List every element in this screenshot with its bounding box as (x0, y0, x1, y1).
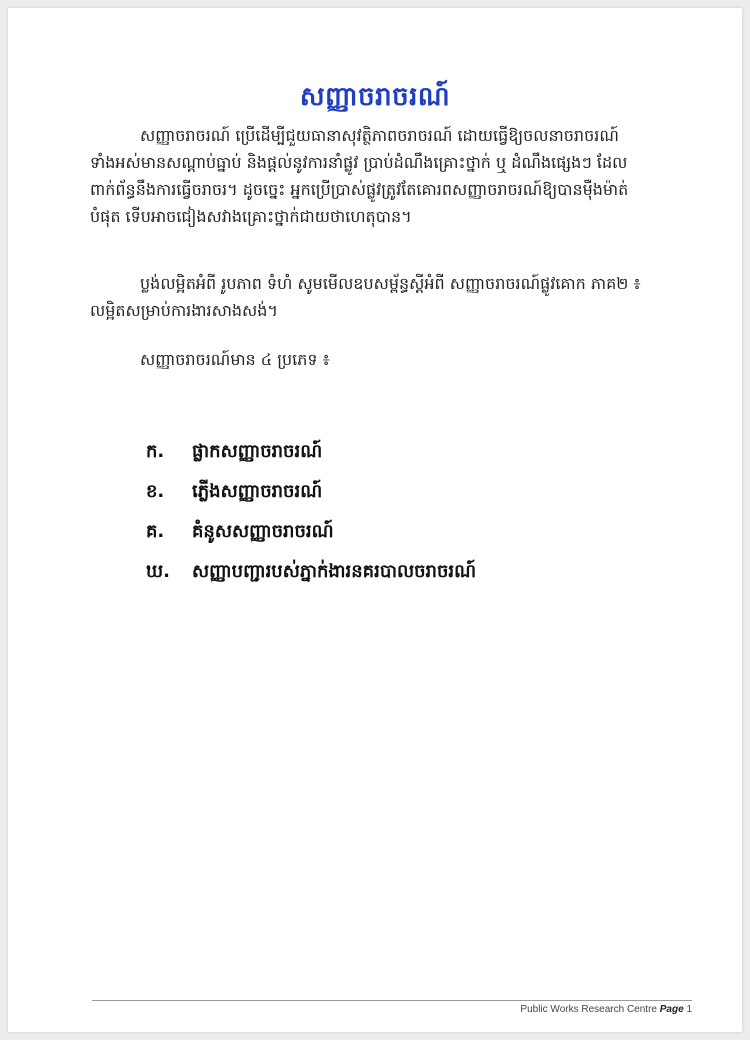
intro-line-2: ទាំងអស់មានសណ្តាប់ធ្នាប់ និងផ្តល់នូវការនាំផ្លូវ ប្រាប់ដំណឹងគ្រោះថ្នាក់ ឬ ដំណឹងផ្សេងៗ ដែល (90, 153, 628, 172)
list-item-text: គំនូសសញ្ញាចរាចរណ៍ (192, 520, 334, 542)
list-marker: ក. (146, 440, 165, 462)
reference-line-2: លម្អិតសម្រាប់ការងារសាងសង់។ (90, 301, 278, 320)
types-intro-line: សញ្ញាចរាចរណ៍មាន ៤ ប្រភេទ ៖ (140, 350, 330, 369)
page-footer (520, 1004, 692, 1015)
list-item (146, 432, 666, 472)
reference-paragraph (90, 270, 690, 324)
list-item-text: ផ្លាកសញ្ញាចរាចរណ៍ (192, 440, 323, 462)
footer-divider (92, 1000, 692, 1001)
list-item (146, 472, 666, 512)
intro-paragraph (90, 122, 690, 230)
types-intro-paragraph (90, 346, 690, 373)
footer-page-number: 1 (686, 1004, 692, 1015)
intro-line-1: សញ្ញាចរាចរណ៍ ប្រើដើម្បីជួយធានាសុវត្ថិភាពចរាចរណ៍ ដោយធ្វើឱ្យចលនាចរាចរណ៍ (140, 126, 619, 145)
sign-types-list (146, 432, 666, 592)
page-title: សញ្ញាចរាចរណ៍ (299, 82, 451, 112)
list-item-text: ភ្លើងសញ្ញាចរាចរណ៍ (192, 480, 323, 502)
footer-org: Public Works Research Centre (520, 1004, 657, 1015)
intro-line-4: បំផុត ទើបអាចជៀងសវាងគ្រោះថ្នាក់ជាយថាហេតុបាន។ (90, 207, 412, 226)
list-item-text: សញ្ញាបញ្ជារបស់ភ្នាក់ងារនគរបាលចរាចរណ៍ (192, 560, 477, 582)
intro-line-3: ពាក់ព័ន្ធនឹងការធ្វើចរាចរ។ ដូចច្នេះ អ្នកប្រើប្រាស់ផ្លូវត្រូវតែគោរពសញ្ញាចរាចរណ៍ឱ្យបានម៉ឺងម៉ាត់ (90, 180, 629, 199)
reference-line-1: ប្លង់លម្អិតអំពី រូបភាព ទំហំ សូមមើលឧបសម្ព័ន្ធស្តីអំពី សញ្ញាចរាចរណ៍ផ្លូវគោក ភាគ២ ៖ (140, 274, 641, 293)
list-marker: ឃ. (146, 560, 170, 582)
list-marker: គ. (146, 520, 165, 542)
footer-page-label: Page (659, 1004, 684, 1015)
list-item (146, 552, 666, 592)
list-marker: ខ. (146, 480, 165, 502)
document-page (8, 8, 742, 1032)
list-item (146, 512, 666, 552)
